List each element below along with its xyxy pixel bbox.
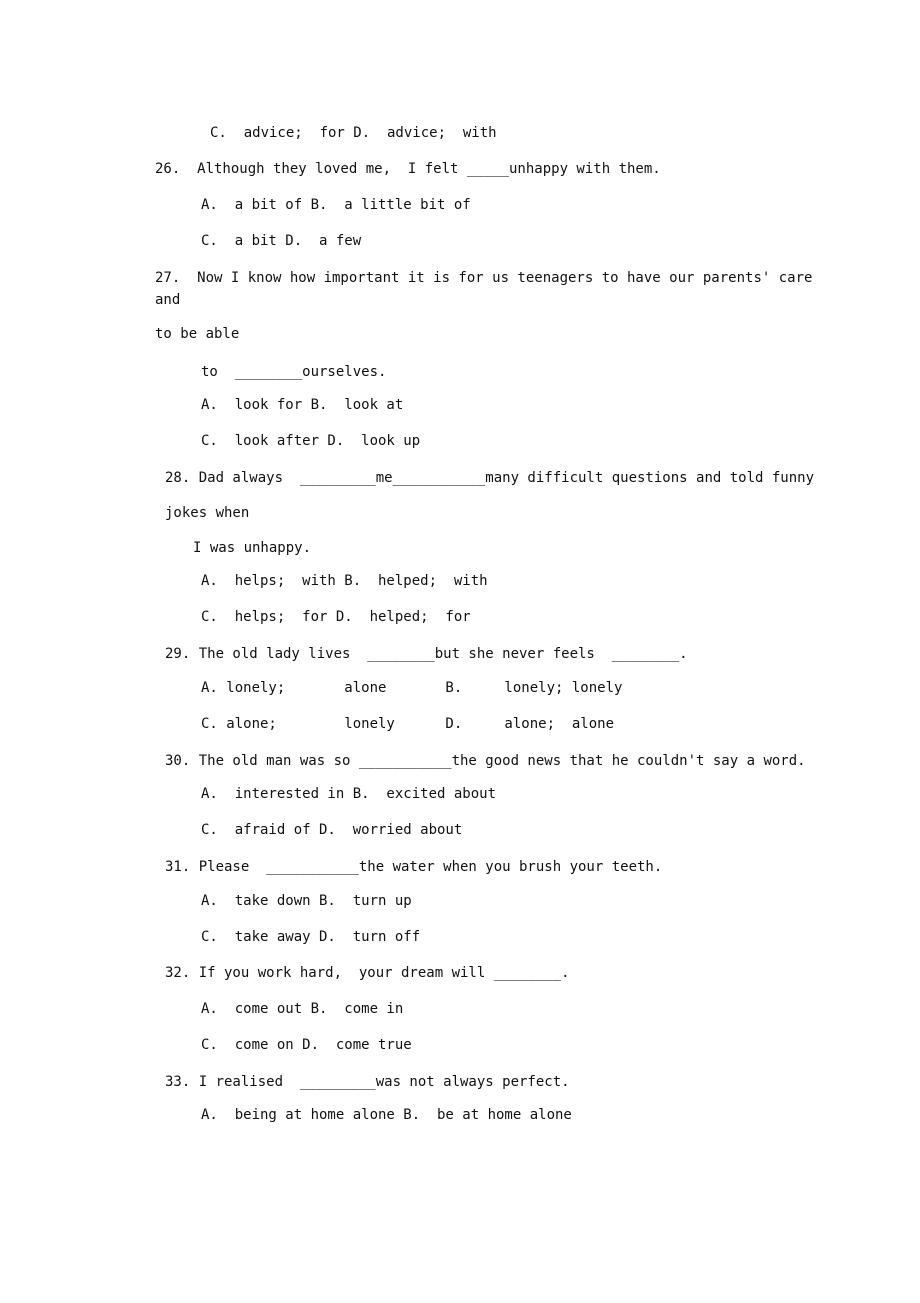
q29-stem: 29. The old lady lives ________but she never feels ________. <box>165 646 688 662</box>
q33-stem: 33. I realised _________was not always perfect. <box>165 1074 570 1090</box>
q26-stem: 26. Although they loved me, I felt _____unhappy with them. <box>155 161 661 177</box>
q27-option-ab: A. look for B. look at <box>201 397 404 413</box>
q29-option-cd: C. alone; lonely D. alone; alone <box>201 716 615 732</box>
q31-stem: 31. Please ___________the water when you brush your teeth. <box>165 859 663 875</box>
q28-option-ab: A. helps; with B. helped; with <box>201 573 488 589</box>
q31-option-ab: A. take down B. turn up <box>201 893 412 909</box>
q28-option-cd: C. helps; for D. helped; for <box>201 609 471 625</box>
q25-option-cd: C. advice; for D. advice; with <box>210 125 497 141</box>
q28-stem-line1: 28. Dad always _________me___________many difficult questions and told funny <box>165 470 815 486</box>
q32-stem: 32. If you work hard, your dream will ________. <box>165 965 570 981</box>
q33-option-ab: A. being at home alone B. be at home alone <box>201 1107 572 1123</box>
q26-option-ab: A. a bit of B. a little bit of <box>201 197 471 213</box>
q27-stem-line1: 27. Now I know how important it is for us teenagers to have our parents' care <box>155 270 813 286</box>
q28-stem-line3: I was unhappy. <box>193 540 312 556</box>
q27-stem-line3: to be able <box>155 326 240 342</box>
q30-stem: 30. The old man was so ___________the good news that he couldn't say a word. <box>165 753 806 769</box>
q29-option-ab: A. lonely; alone B. lonely; lonely <box>201 680 623 696</box>
q30-option-cd: C. afraid of D. worried about <box>201 822 463 838</box>
q32-option-cd: C. come on D. come true <box>201 1037 412 1053</box>
q32-option-ab: A. come out B. come in <box>201 1001 404 1017</box>
q31-option-cd: C. take away D. turn off <box>201 929 421 945</box>
q27-option-cd: C. look after D. look up <box>201 433 421 449</box>
q27-stem-line4: to ________ourselves. <box>201 364 387 380</box>
q27-stem-line2: and <box>155 292 181 308</box>
q30-option-ab: A. interested in B. excited about <box>201 786 497 802</box>
q28-stem-line2: jokes when <box>165 505 250 521</box>
q26-option-cd: C. a bit D. a few <box>201 233 362 249</box>
